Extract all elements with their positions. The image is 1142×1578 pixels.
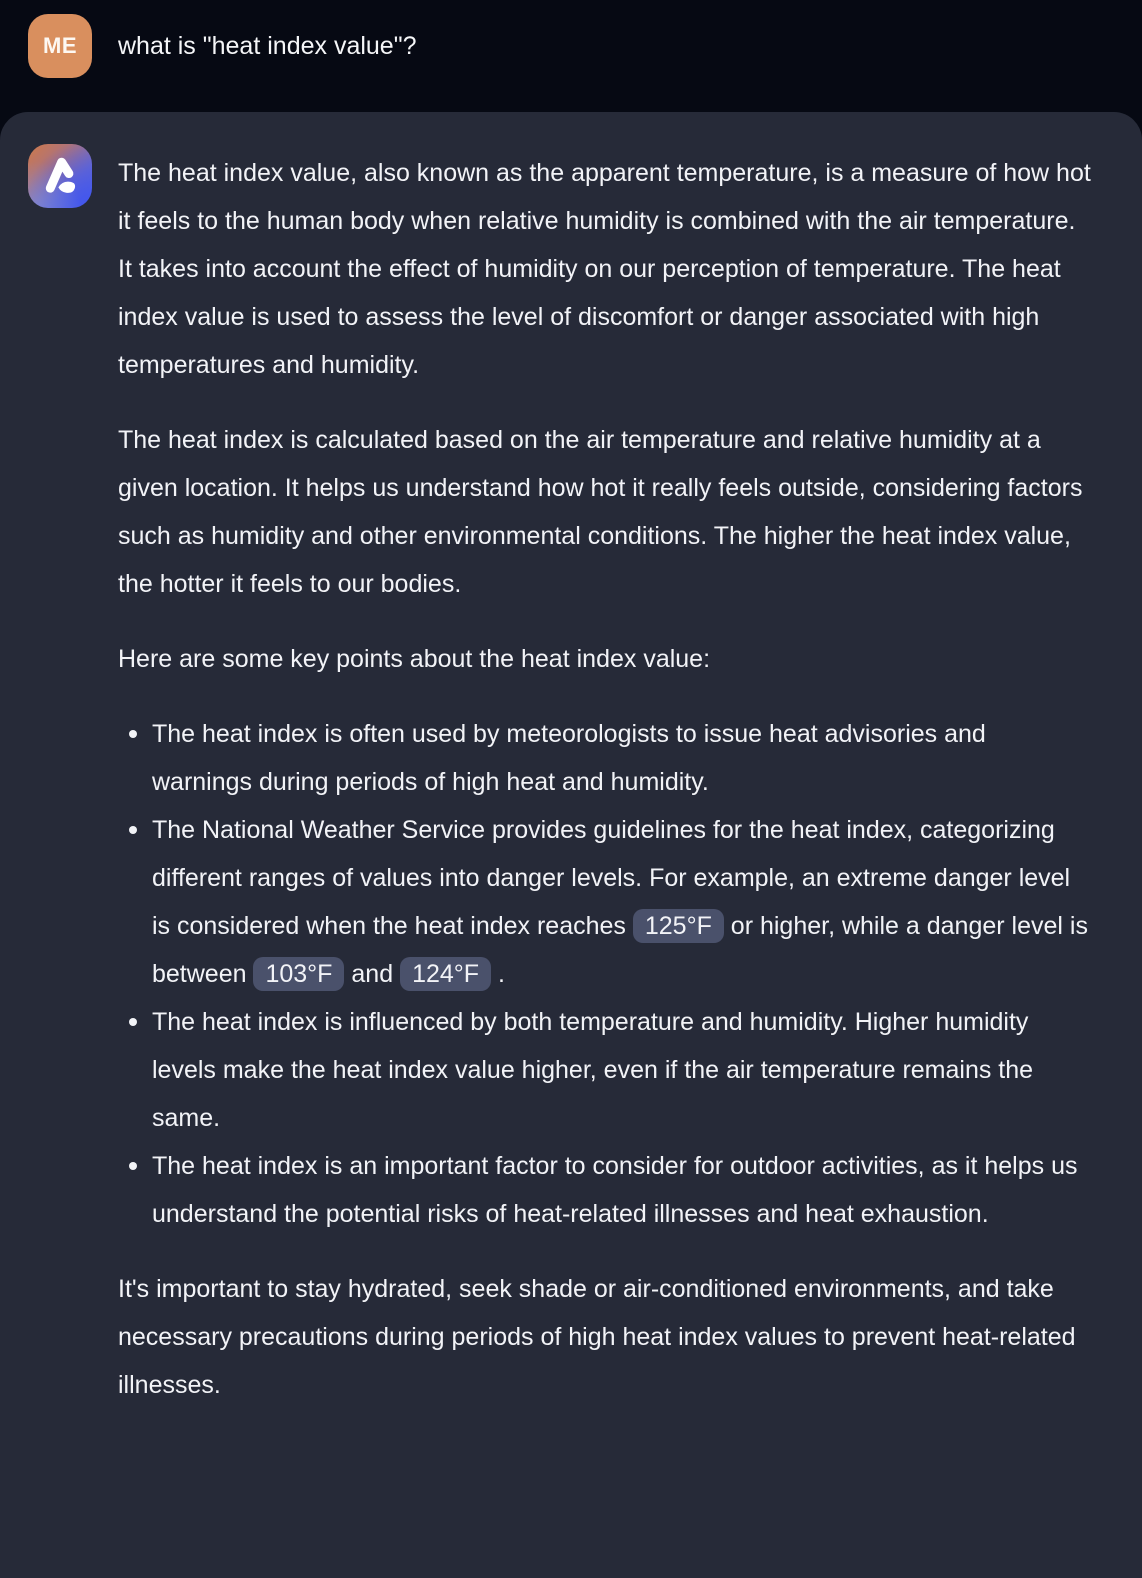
assistant-paragraph: Here are some key points about the heat index value: [118,645,711,673]
key-point-item: The heat index is often used by meteorologists to issue heat advisories and warnings during periods of high heat and humidity. [152,710,1092,806]
assistant-paragraph: The heat index value, also known as the apparent temperature, is a measure of how hot it feels to the human body when relative humidity is combined with the air temperature. It takes into account the effect of humidity on our perception of temperature. The heat index value is used to assess the level of discomfort or danger associated with high temperatures and humidity. [118,159,1091,379]
andi-logo-icon [34,150,86,202]
assistant-avatar [28,144,92,208]
temperature-chip: 124°F [400,957,491,991]
user-avatar [28,14,92,78]
key-point-item: The heat index is an important factor to consider for outdoor activities, as it helps us understand the potential risks of heat-related illnesses and heat exhaustion. [152,1142,1092,1238]
assistant-paragraph: It's important to stay hydrated, seek shade or air-conditioned environments, and take necessary precautions during periods of high heat index values to prevent heat-related illnesses. [118,1275,1076,1399]
assistant-message-card [0,112,1142,1578]
key-points-list [118,710,1092,1238]
user-message-row [0,0,1142,112]
key-point-item: The heat index is influenced by both temperature and humidity. Higher humidity levels make the heat index value higher, even if the air temperature remains the same. [152,998,1092,1142]
user-message-text: what is "heat index value"? [118,32,417,60]
temperature-chip: 125°F [633,909,724,943]
key-point-item: The National Weather Service provides guidelines for the heat index, categorizing different ranges of values into danger levels. For example, an extreme danger level is considered when the heat index reaches 125°F or higher, while a danger level is between 103°F and 124°F . [152,806,1092,998]
assistant-message-content [118,144,1092,1409]
user-avatar-label: ME [43,33,77,58]
temperature-chip: 103°F [253,957,344,991]
assistant-paragraph: The heat index is calculated based on the air temperature and relative humidity at a given location. It helps us understand how hot it really feels outside, considering factors such as humidity and other environmental conditions. The higher the heat index value, the hotter it feels to our bodies. [118,426,1083,598]
